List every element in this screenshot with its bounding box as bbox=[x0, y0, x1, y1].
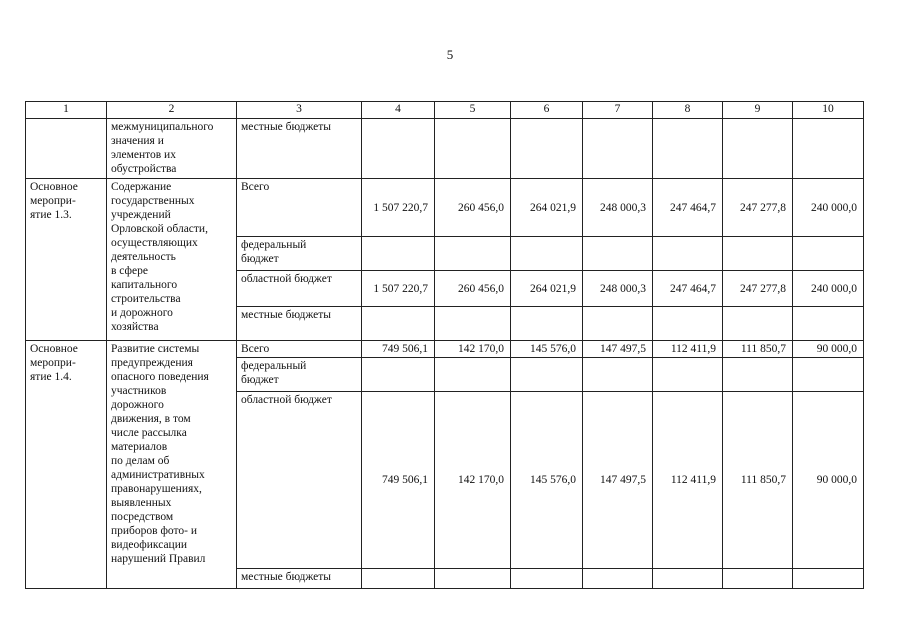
value-cell: 90 000,0 bbox=[793, 392, 864, 569]
value-cell: 142 170,0 bbox=[435, 341, 511, 358]
table-row bbox=[26, 179, 864, 237]
value-cell: 247 277,8 bbox=[723, 271, 793, 307]
value-cell: 147 497,5 bbox=[583, 341, 653, 358]
value-cell: 260 456,0 bbox=[435, 271, 511, 307]
column-header: 2 bbox=[107, 102, 237, 119]
source-cell: областной бюджет bbox=[237, 271, 362, 307]
value-cell: 749 506,1 bbox=[362, 392, 435, 569]
value-cell: 264 021,9 bbox=[511, 271, 583, 307]
value-cell: 145 576,0 bbox=[511, 341, 583, 358]
source-cell: федеральный бюджет bbox=[237, 358, 362, 392]
source-cell: местные бюджеты bbox=[237, 307, 362, 341]
description-cell: межмуниципального значения и элементов их обустройства bbox=[107, 119, 237, 179]
source-cell: областной бюджет bbox=[237, 392, 362, 569]
column-header: 7 bbox=[583, 102, 653, 119]
activity-description-1-4: Развитие системы предупреждения опасного поведения участников дорожного движения, в том числе рассылка материалов по делам об административных правонарушениях, выявленных посредством приборов фото- и видеофиксации нарушений Правил bbox=[107, 341, 237, 589]
value-cell: 260 456,0 bbox=[435, 179, 511, 237]
value-cell: 147 497,5 bbox=[583, 392, 653, 569]
value-cell: 749 506,1 bbox=[362, 341, 435, 358]
table-row bbox=[26, 341, 864, 358]
activity-code-1-3: Основное меропри- ятие 1.3. bbox=[26, 179, 107, 341]
value-cell: 247 464,7 bbox=[653, 179, 723, 237]
value-cell: 112 411,9 bbox=[653, 341, 723, 358]
value-cell: 90 000,0 bbox=[793, 341, 864, 358]
column-header: 6 bbox=[511, 102, 583, 119]
column-header: 8 bbox=[653, 102, 723, 119]
value-cell: 142 170,0 bbox=[435, 392, 511, 569]
column-number-row bbox=[26, 102, 864, 119]
source-cell: местные бюджеты bbox=[237, 569, 362, 589]
activity-code-1-4: Основное меропри- ятие 1.4. bbox=[26, 341, 107, 589]
column-header: 5 bbox=[435, 102, 511, 119]
value-cell: 240 000,0 bbox=[793, 271, 864, 307]
column-header: 9 bbox=[723, 102, 793, 119]
value-cell: 1 507 220,7 bbox=[362, 179, 435, 237]
column-header: 10 bbox=[793, 102, 864, 119]
page-number: 5 bbox=[446, 47, 454, 62]
source-cell: Всего bbox=[237, 341, 362, 358]
column-header: 4 bbox=[362, 102, 435, 119]
value-cell: 248 000,3 bbox=[583, 179, 653, 237]
value-cell: 112 411,9 bbox=[653, 392, 723, 569]
value-cell: 111 850,7 bbox=[723, 392, 793, 569]
budget-table bbox=[25, 101, 864, 589]
value-cell: 264 021,9 bbox=[511, 179, 583, 237]
activity-description-1-3: Содержание государственных учреждений Орловской области, осуществляющих деятельность в сфере капитального строительства и дорожного хозяйства bbox=[107, 179, 237, 341]
column-header: 1 bbox=[26, 102, 107, 119]
column-header: 3 bbox=[237, 102, 362, 119]
table-row bbox=[26, 119, 864, 179]
value-cell: 247 464,7 bbox=[653, 271, 723, 307]
source-cell: местные бюджеты bbox=[237, 119, 362, 179]
value-cell: 247 277,8 bbox=[723, 179, 793, 237]
value-cell: 1 507 220,7 bbox=[362, 271, 435, 307]
code-cell bbox=[26, 119, 107, 179]
value-cell: 111 850,7 bbox=[723, 341, 793, 358]
source-cell: Всего bbox=[237, 179, 362, 237]
value-cell: 145 576,0 bbox=[511, 392, 583, 569]
value-cell: 240 000,0 bbox=[793, 179, 864, 237]
source-cell: федеральный бюджет bbox=[237, 237, 362, 271]
value-cell: 248 000,3 bbox=[583, 271, 653, 307]
